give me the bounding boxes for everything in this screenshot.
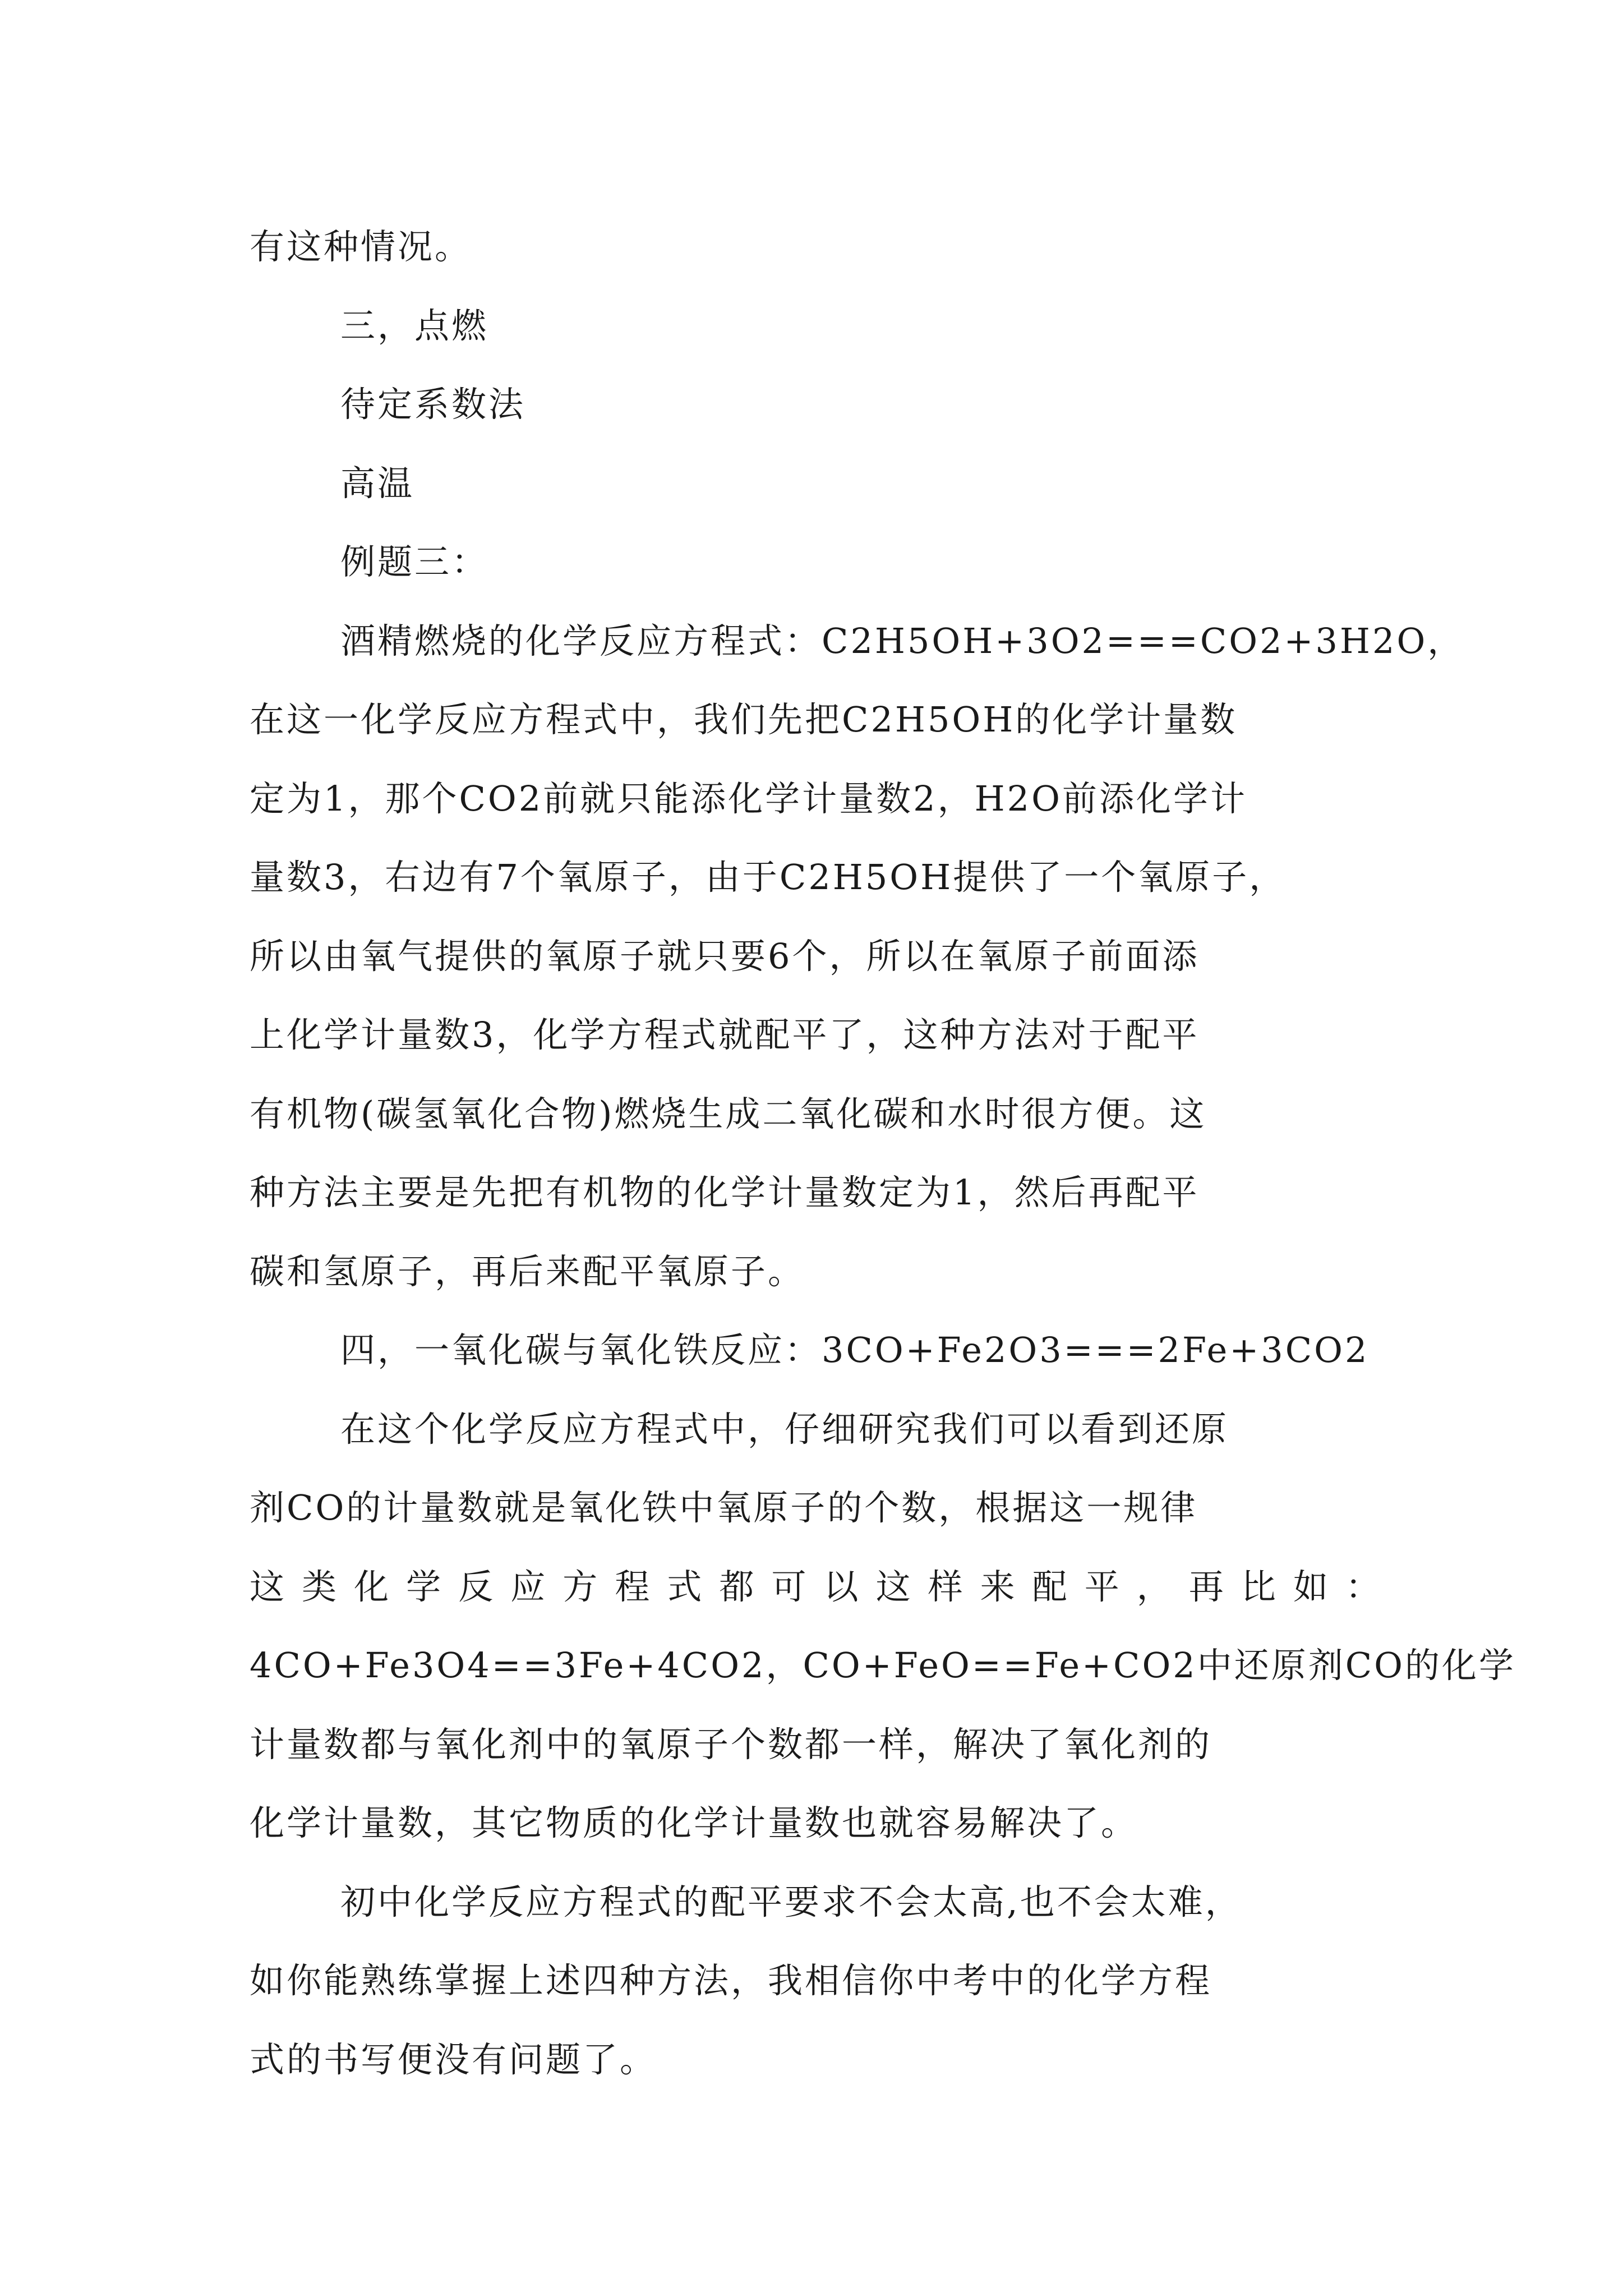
- text-line: 这类化学反应方程式都可以这样来配平，再比如：: [250, 1566, 1382, 1607]
- text-line: 剂CO的计量数就是氧化铁中氧原子的个数，根据这一规律: [250, 1487, 1198, 1528]
- text-line: 有这种情况。: [250, 226, 472, 267]
- text-line: 酒精燃烧的化学反应方程式：C2H5OH+3O2===CO2+3H2O，: [340, 620, 1465, 661]
- text-line: 定为1，那个CO2前就只能添化学计量数2，H2O前添化学计: [250, 777, 1247, 819]
- text-line: 有机物(碳氢氧化合物)燃烧生成二氧化碳和水时很方便。这: [250, 1093, 1207, 1134]
- text-line: 待定系数法: [340, 384, 526, 425]
- section-heading: 四，一氧化碳与氧化铁反应：3CO+Fe2O3===2Fe+3CO2: [340, 1329, 1370, 1370]
- text-line: 如你能熟练掌握上述四种方法，我相信你中考中的化学方程: [250, 1960, 1212, 2001]
- text-line: 在这个化学反应方程式中，仔细研究我们可以看到还原: [340, 1408, 1229, 1450]
- text-line: 碳和氢原子，再后来配平氧原子。: [250, 1250, 805, 1292]
- text-line: 计量数都与氧化剂中的氧原子个数都一样，解决了氧化剂的: [250, 1723, 1212, 1765]
- text-line: 种方法主要是先把有机物的化学计量数定为1，然后再配平: [250, 1172, 1200, 1213]
- text-line: 4CO+Fe3O4==3Fe+4CO2，CO+FeO==Fe+CO2中还原剂CO的化学: [250, 1645, 1516, 1686]
- text-line: 式的书写便没有问题了。: [250, 2039, 657, 2080]
- text-line: 高温: [340, 462, 415, 504]
- text-line: 初中化学反应方程式的配平要求不会太高,也不会太难，: [340, 1881, 1242, 1922]
- document-body: [250, 208, 1516, 2099]
- text-line: 化学计量数，其它物质的化学计量数也就容易解决了。: [250, 1802, 1138, 1843]
- text-line: 量数3，右边有7个氧原子，由于C2H5OH提供了一个氧原子，: [250, 857, 1287, 898]
- example-heading: 例题三：: [340, 541, 489, 582]
- text-line: 上化学计量数3，化学方程式就配平了，这种方法对于配平: [250, 1014, 1200, 1055]
- text-line: 所以由氧气提供的氧原子就只要6个，所以在氧原子前面添: [250, 935, 1200, 977]
- text-line: 在这一化学反应方程式中，我们先把C2H5OH的化学计量数: [250, 699, 1238, 740]
- section-heading: 三，点燃: [340, 305, 489, 346]
